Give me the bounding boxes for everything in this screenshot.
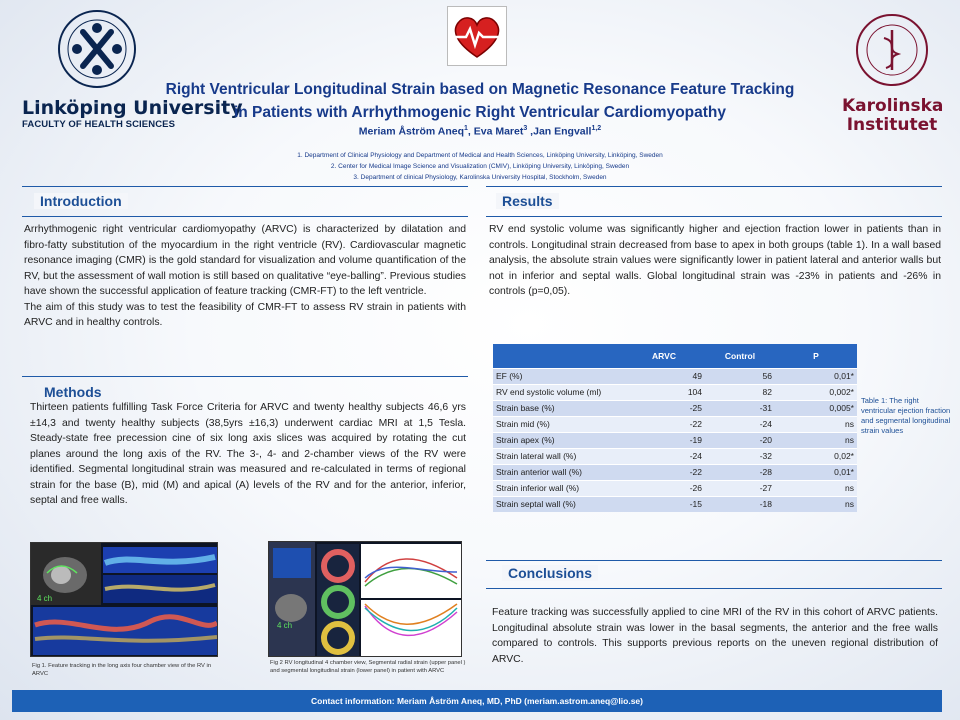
- table-row: [493, 416, 857, 432]
- table-cell-value: -32: [705, 448, 775, 464]
- author-3-sup: 1,2: [591, 125, 602, 132]
- heart-icon: [448, 7, 506, 65]
- affiliation-3: 3. Department of clinical Physiology, Karolinska University Hospital, Stockholm, Sweden: [353, 174, 607, 181]
- table-cell-value: ns: [775, 496, 857, 512]
- author-1-sup: 1: [464, 125, 468, 132]
- table-cell-value: -18: [705, 496, 775, 512]
- intro-heading: Introduction: [34, 193, 128, 209]
- table-cell-value: 49: [623, 368, 705, 384]
- table-cell-value: ns: [775, 480, 857, 496]
- table-cell-value: 0,005*: [775, 400, 857, 416]
- karolinska-logo: [842, 12, 944, 135]
- figure-1-caption: Fig 1. Feature tracking in the long axis four chamber view of the RV in ARVC: [32, 663, 212, 677]
- ki-name-line2: Institutet: [846, 115, 938, 135]
- table-row-label: Strain base (%): [493, 400, 623, 416]
- author-separator: ,: [467, 125, 474, 138]
- title-line2: in Patients with Arrhythmogenic Right Ventricular Cardiomyopathy: [233, 104, 727, 121]
- results-table: [493, 344, 857, 512]
- table-cell-value: -26: [623, 480, 705, 496]
- table-row-label: Strain inferior wall (%): [493, 480, 623, 496]
- table-caption: Table 1: The right ventricular ejection fraction and segmental longitudinal strain values: [861, 396, 951, 435]
- contact-footer: Contact information: Meriam Åström Aneq, MD, PhD (meriam.astrom.aneq@lio.se): [12, 690, 942, 712]
- table-row: [493, 448, 857, 464]
- table-row-label: Strain septal wall (%): [493, 496, 623, 512]
- affiliation-2: 2. Center for Medical Image Science and Visualization (CMIV), Linköping University, Linköping, Sweden: [330, 163, 630, 170]
- results-table-wrap: [493, 344, 857, 512]
- methods-top-rule: [22, 376, 468, 377]
- figure-2-caption: Fig 2 RV longitudinal 4 chamber view, Segmental radial strain (upper panel ) and segmental longitudinal strain (lower panel) in patient with ARVC: [270, 660, 466, 674]
- table-row-label: Strain apex (%): [493, 432, 623, 448]
- figure-1-image: [30, 542, 218, 657]
- results-bottom-rule: [486, 216, 942, 217]
- table-row-label: Strain lateral wall (%): [493, 448, 623, 464]
- table-cell-value: 0,002*: [775, 384, 857, 400]
- table-row: [493, 496, 857, 512]
- table-row: [493, 384, 857, 400]
- affiliation-1: 1. Department of Clinical Physiology and Department of Medical and Health Sciences, Linköping University, Linköping, Sweden: [297, 152, 663, 159]
- ki-name: [842, 97, 942, 135]
- table-cell-value: -28: [705, 464, 775, 480]
- methods-heading: Methods: [44, 384, 102, 400]
- fig2-label: 4 ch: [277, 621, 293, 630]
- poster-title: [140, 78, 820, 124]
- table-cell-value: -24: [623, 448, 705, 464]
- fig1-mri-graphic: [31, 543, 218, 657]
- table-row: [493, 464, 857, 480]
- intro-bottom-rule: [22, 216, 468, 217]
- lu-crest-icon: [53, 8, 141, 90]
- lu-faculty: FACULTY OF HEALTH SCIENCES: [22, 119, 176, 130]
- results-heading: Results: [496, 193, 559, 209]
- title-line1: Right Ventricular Longitudinal Strain based on Magnetic Resonance Feature Tracking: [165, 81, 795, 98]
- table-row-label: RV end systolic volume (ml): [493, 384, 623, 400]
- author-3: Jan Engvall: [533, 125, 592, 138]
- author-2-sup: 3: [523, 125, 528, 132]
- ki-seal-icon: [854, 12, 930, 88]
- fig1-label: 4 ch: [37, 594, 53, 603]
- table-header-control: Control: [705, 344, 775, 368]
- results-body: RV end systolic volume was significantly higher and ejection fraction lower in patients than in controls. Longitudinal strain decreased from base to apex in both groups (table 1). In a wall based analysis, the absolute strain values were significantly lower in patient lateral and anterior walls but not in inferior and septal walls. Global longitudinal strain was -23% in patients and -26% in controls (p=0,05).: [489, 224, 941, 297]
- heart-logo: [447, 6, 507, 66]
- conclusions-bottom-rule: [486, 588, 942, 589]
- conclusions-body: Feature tracking was successfully applied to cine MRI of the RV in this cohort of ARVC patients. Longitudinal absolute strain was lower in the basal segments, the anterior and the free walls compared to controls. This supports previous reports on the uneven regional distribution of ARVC.: [492, 607, 938, 665]
- table-cell-value: 104: [623, 384, 705, 400]
- table-row: [493, 400, 857, 416]
- authors: [200, 125, 760, 138]
- affiliations: [160, 150, 800, 183]
- table-cell-value: -20: [705, 432, 775, 448]
- table-row: [493, 368, 857, 384]
- table-cell-value: -19: [623, 432, 705, 448]
- table-cell-value: 0,02*: [775, 448, 857, 464]
- intro-paragraph-1: Arrhythmogenic right ventricular cardiomyopathy (ARVC) is characterized by dilatation and fibro-fatty substitution of the myocardium in the right ventricle (RV). Cardiovascular magnetic resonance imaging (CMR) is the gold standard for visualization and volume quantification of the RV, but the assessment of wall motion is still based on qualitative “eye-balling”. Previous studies have shown the successful application of feature tracking (CMR-FT) to the left ventricle.: [24, 224, 466, 297]
- results-top-rule: [486, 186, 942, 187]
- table-cell-value: -31: [705, 400, 775, 416]
- methods-body: Thirteen patients fulfilling Task Force Criteria for ARVC and twenty healthy subjects 46,6 yrs ±14,3 and twenty healthy subjects (38,5yrs ±16,3) underwent cardiac MRI at 1,5 Tesla. Steady-state free precession cine of six long axis slices was acquired by rotating the cut planes around the long axis of the RV. The 3-, 4- and 2-chamber views of the RV were identified. Segmental longitudinal strain was measured and re-calculated in terms of regional strain for the base (B), mid (M) and apical (A) levels of the RV and for the anterior, inferior, septal and free walls.: [30, 402, 466, 506]
- conclusions-heading: Conclusions: [502, 565, 598, 581]
- table-cell-value: -27: [705, 480, 775, 496]
- table-row-label: Strain mid (%): [493, 416, 623, 432]
- table-header-cell: [493, 344, 623, 368]
- table-row-label: EF (%): [493, 368, 623, 384]
- table-cell-value: 0,01*: [775, 368, 857, 384]
- table-header-row: [493, 344, 857, 368]
- figure-2-image: [268, 541, 462, 657]
- table-row: [493, 432, 857, 448]
- table-cell-value: ns: [775, 432, 857, 448]
- table-cell-value: -15: [623, 496, 705, 512]
- table-cell-value: -24: [705, 416, 775, 432]
- lu-name: Linköping University: [22, 97, 243, 119]
- intro-paragraph-2: The aim of this study was to test the feasibility of CMR-FT to assess RV strain in patients with ARVC and in healthy controls.: [24, 301, 466, 328]
- conclusions-top-rule: [486, 560, 942, 561]
- fig2-strain-graphic: [269, 542, 462, 657]
- table-cell-value: 82: [705, 384, 775, 400]
- table-cell-value: -22: [623, 416, 705, 432]
- table-header-arvc: ARVC: [623, 344, 705, 368]
- intro-top-rule: [22, 186, 468, 187]
- table-cell-value: 56: [705, 368, 775, 384]
- table-cell-value: ns: [775, 416, 857, 432]
- table-row-label: Strain anterior wall (%): [493, 464, 623, 480]
- author-2: Eva Maret: [473, 125, 524, 138]
- table-header-p: P: [775, 344, 857, 368]
- table-cell-value: -25: [623, 400, 705, 416]
- intro-body: [24, 222, 466, 331]
- table-body: [493, 368, 857, 512]
- table-row: [493, 480, 857, 496]
- author-1: Meriam Åström Aneq: [358, 125, 464, 138]
- ki-name-line1: Karolinska: [842, 96, 944, 116]
- author-separator: ,: [527, 125, 534, 138]
- table-cell-value: 0,01*: [775, 464, 857, 480]
- table-cell-value: -22: [623, 464, 705, 480]
